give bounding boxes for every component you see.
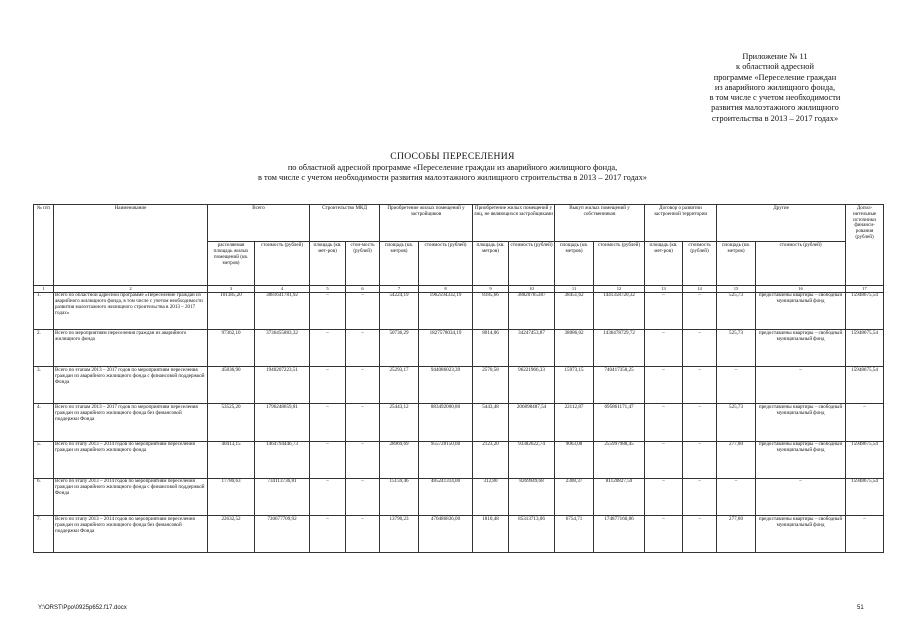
cell-c6: – (346, 292, 380, 329)
sub-cost-total: стоимость (рублей) (255, 242, 310, 286)
cell-c3: 45836,90 (208, 367, 255, 404)
cell-c4: 3881641781,92 (255, 292, 310, 329)
cell-c10: 206898487,54 (509, 404, 555, 441)
cell-c3: 17780,63 (208, 478, 255, 515)
cell-c3: 53525,20 (208, 404, 255, 441)
sub-area-buyout: площадь (кв. метров) (555, 242, 594, 286)
cell-c12: 174877160,86 (594, 516, 645, 553)
sub-cost-mkd: стои-мость (рублей) (346, 242, 380, 286)
column-index: 9 (473, 286, 509, 293)
cell-c8: 955728150,00 (419, 441, 473, 478)
row-number: 2. (34, 330, 54, 367)
cell-c4: 1464794446,73 (255, 441, 310, 478)
title-line-1: СПОСОБЫ ПЕРЕСЕЛЕНИЯ (390, 151, 515, 162)
cell-c7: 25443,12 (380, 404, 419, 441)
row-name: Всего по этапам 2013 – 2017 годов по мероприятиям переселения граждан из аварийного жилищного фонда с финансовой поддержкой Фонда (54, 367, 208, 404)
sub-area-other: площадь (кв. метров) (717, 242, 756, 286)
cell-c15: 525,73 (717, 404, 756, 441)
cell-c16: предоставлены квартиры – свободный муниципальный фонд (756, 516, 846, 553)
cell-c8: 470486836,00 (419, 516, 473, 553)
cell-c14: – (683, 478, 717, 515)
cell-c9: 2123,20 (473, 441, 509, 478)
cell-c5: – (310, 478, 346, 515)
cell-c3: 97362,10 (208, 330, 255, 367)
cell-c9: 1810,48 (473, 516, 509, 553)
table-row (34, 441, 884, 478)
column-index: 7 (380, 286, 419, 293)
cell-c3: 40413,15 (208, 441, 255, 478)
cell-c15: – (717, 367, 756, 404)
column-index: 15 (717, 286, 756, 293)
header-extra-sources: Допол-нительные источники финанси-рования (рублей) (846, 205, 884, 286)
row-name: Всего по этапу 2013 – 2014 годов по мероприятиям переселения граждан из аварийного жилищного фонда без финансовой поддержки Фонда (54, 516, 208, 553)
appendix-line: в том числе с учетом необходимости (709, 93, 841, 103)
row-number: 5. (34, 441, 54, 478)
row-name: Всего по этапу 2013 – 2014 годов по мероприятиям переселения граждан из аварийного жилищного фонда с финансовой поддержкой Фонда (54, 478, 208, 515)
cell-c14: – (683, 516, 717, 553)
cell-c8: 1962594332,19 (419, 292, 473, 329)
table-row (34, 516, 884, 553)
cell-c13: – (645, 330, 683, 367)
cell-c16: – (756, 367, 846, 404)
cell-c13: – (645, 292, 683, 329)
cell-c11: 2308,37 (555, 478, 594, 515)
column-index: 1 (34, 286, 54, 293)
cell-c16: предоставлены квартиры – свободный муниципальный фонд (756, 292, 846, 329)
header-buyout: Выкуп жилых помещений у собственников (555, 205, 645, 242)
header-other: Другие (717, 205, 846, 242)
table-body (34, 292, 884, 552)
cell-c9: 8185,66 (473, 292, 509, 329)
sub-area-nondev: площадь (кв. метров) (473, 242, 509, 286)
table-row (34, 404, 884, 441)
header-name: Наименование (54, 205, 208, 286)
column-index: 4 (255, 286, 310, 293)
cell-c7: 54224,19 (380, 292, 419, 329)
column-index: 8 (419, 286, 473, 293)
cell-c12: 1436478729,72 (594, 330, 645, 367)
row-number: 1. (34, 292, 54, 329)
cell-c7: 15159,46 (380, 478, 419, 515)
appendix-line: программе «Переселение граждан (713, 72, 837, 82)
row-number: 6. (34, 478, 54, 515)
cell-c9: 5443,48 (473, 404, 509, 441)
cell-c5: – (310, 367, 346, 404)
cell-c4: 1940207223,51 (255, 367, 310, 404)
cell-c17: 15948675,54 (846, 478, 884, 515)
cell-c4: 3736455883,32 (255, 330, 310, 367)
cell-c17: – (846, 516, 884, 553)
cell-c12: 740417358,25 (594, 367, 645, 404)
cell-c16: – (756, 478, 846, 515)
sub-area-mkd: площадь (кв. мет-ров) (310, 242, 346, 286)
cell-c13: – (645, 516, 683, 553)
cell-c10: 93382622,74 (509, 441, 555, 478)
appendix-line: Приложение № 11 (742, 52, 808, 61)
header-num: № п/п (34, 205, 54, 286)
appendix-note (640, 52, 905, 124)
cell-c16: предоставлены квартиры – свободный муниципальный фонд (756, 404, 846, 441)
cell-c8: 944086023,39 (419, 367, 473, 404)
cell-c6: – (346, 404, 380, 441)
cell-c13: – (645, 367, 683, 404)
cell-c9: 2570,58 (473, 367, 509, 404)
cell-c17: 15948675,54 (846, 367, 884, 404)
cell-c4: 734113736,81 (255, 478, 310, 515)
cell-c10: 34247453,87 (509, 330, 555, 367)
cell-c14: – (683, 330, 717, 367)
header-developers: Приобретение жилых помещений у застройщиков (380, 205, 473, 242)
cell-c10: 96221966,33 (509, 367, 555, 404)
cell-c15: 525,73 (717, 330, 756, 367)
cell-c14: – (683, 367, 717, 404)
row-number: 4. (34, 404, 54, 441)
cell-c12: 255997988,45 (594, 441, 645, 478)
cell-c10: 38820765387 (509, 292, 555, 329)
cell-c12: 1441358720,32 (594, 292, 645, 329)
column-index: 10 (509, 286, 555, 293)
column-index: 3 (208, 286, 255, 293)
cell-c7: 13790,23 (380, 516, 419, 553)
cell-c6: – (346, 330, 380, 367)
cell-c14: – (683, 441, 717, 478)
cell-c3: 22632,52 (208, 516, 255, 553)
sub-area-dev: площадь (кв. метров) (380, 242, 419, 286)
cell-c15: – (717, 478, 756, 515)
column-index: 16 (756, 286, 846, 293)
column-index: 11 (555, 286, 594, 293)
header-contract: Договор о развитии застроенной территории (645, 205, 717, 242)
cell-c14: – (683, 292, 717, 329)
cell-c6: – (346, 516, 380, 553)
row-name: Всего по областной адресной программе «Переселение граждан из аварийного жилищного фонда, в том числе с учетом необходимости развития малоэтажного жилищного строительства в 2013 – 2017 годах» (54, 292, 208, 329)
cell-c10: 8269949,68 (509, 478, 555, 515)
cell-c12: 81120827,59 (594, 478, 645, 515)
row-number: 3. (34, 367, 54, 404)
cell-c6: – (346, 441, 380, 478)
cell-c9: 312,80 (473, 478, 509, 515)
header-mkd: Строительство МКД (310, 205, 380, 242)
cell-c5: – (310, 516, 346, 553)
header-non-developers: Приобретение жилых помещений у лиц, не являющихся застройщиками (473, 205, 555, 242)
sub-area-contract: площадь (кв. мет-ров) (645, 242, 683, 286)
cell-c5: – (310, 441, 346, 478)
sub-cost-other: стоимость (рублей) (756, 242, 846, 286)
resettlement-table (33, 204, 884, 553)
cell-c5: – (310, 292, 346, 329)
appendix-line: из аварийного жилищного фонда, (714, 82, 836, 92)
cell-c5: – (310, 404, 346, 441)
sub-cost-contract: стоимость (рублей) (683, 242, 717, 286)
cell-c17: – (846, 404, 884, 441)
cell-c15: 525,73 (717, 292, 756, 329)
cell-c12: 695861171,47 (594, 404, 645, 441)
column-index: 17 (846, 286, 884, 293)
title-line-3: в том числе с учетом необходимости развития малоэтажного жилищного строительства в 2013 – 2017 годах» (258, 173, 647, 182)
cell-c15: 277,80 (717, 516, 756, 553)
cell-c9: 8014,06 (473, 330, 509, 367)
column-index: 5 (310, 286, 346, 293)
cell-c4: 1796248659,81 (255, 404, 310, 441)
cell-c16: предоставлены квартиры – свободный муниципальный фонд (756, 441, 846, 478)
appendix-line: строительства в 2013 – 2017 годах» (711, 113, 839, 123)
column-index: 12 (594, 286, 645, 293)
cell-c8: 1827578034,19 (419, 330, 473, 367)
row-name: Всего по этапу 2013 – 2014 годов по мероприятиям переселения граждан из аварийного жилищного фонда (54, 441, 208, 478)
cell-c8: 485241314,00 (419, 478, 473, 515)
cell-c11: 9063,08 (555, 441, 594, 478)
cell-c11: 22112,87 (555, 404, 594, 441)
cell-c13: – (645, 404, 683, 441)
appendix-line: развития малоэтажного жилищного (711, 103, 839, 113)
cell-c5: – (310, 330, 346, 367)
cell-c11: 38451,62 (555, 292, 594, 329)
table-row (34, 330, 884, 367)
title-line-2: по областной адресной программе «Переселение граждан из аварийного жилищного фонда, (287, 162, 618, 172)
sub-cost-nondev: стоимость (рублей) (509, 242, 555, 286)
column-index: 13 (645, 286, 683, 293)
cell-c15: 277,80 (717, 441, 756, 478)
table-row (34, 478, 884, 515)
table-row (34, 367, 884, 404)
cell-c7: 50736,29 (380, 330, 419, 367)
row-number: 7. (34, 516, 54, 553)
cell-c17: 15948675,54 (846, 292, 884, 329)
sub-cost-buyout: стоимость (рублей) (594, 242, 645, 286)
file-path: Y:\ORST\Ppo\0925p652.f17.docx (38, 605, 127, 611)
cell-c13: – (645, 478, 683, 515)
cell-c6: – (346, 478, 380, 515)
cell-c3: 101385,20 (208, 292, 255, 329)
document-title (0, 152, 905, 184)
appendix-line: к областной адресной (736, 62, 814, 72)
cell-c11: 15973,15 (555, 367, 594, 404)
column-index: 6 (346, 286, 380, 293)
header-total: Всего (208, 205, 310, 242)
cell-c10: 85313713,06 (509, 516, 555, 553)
column-index: 2 (54, 286, 208, 293)
row-name: Всего по мероприятиям переселения граждан из аварийного жилищного фонда (54, 330, 208, 367)
sub-area-total: расселяемая площадь жилых помещений (кв. метров) (208, 242, 255, 286)
column-index: 14 (683, 286, 717, 293)
cell-c11: 38086,02 (555, 330, 594, 367)
table-row (34, 292, 884, 329)
cell-c13: – (645, 441, 683, 478)
page-number: 51 (857, 605, 864, 611)
cell-c17: 15948675,54 (846, 441, 884, 478)
sub-cost-dev: стоимость (рублей) (419, 242, 473, 286)
cell-c6: – (346, 367, 380, 404)
cell-c16: предоставлены квартиры – свободный муниципальный фонд (756, 330, 846, 367)
cell-c8: 883492000,80 (419, 404, 473, 441)
cell-c4: 730677709,92 (255, 516, 310, 553)
cell-c7: 25293,17 (380, 367, 419, 404)
cell-c7: 28969,69 (380, 441, 419, 478)
cell-c14: – (683, 404, 717, 441)
row-name: Всего по этапам 2013 – 2017 годов по мероприятиям переселения граждан из аварийного жилищного фонда без финансовой поддержки Фонда (54, 404, 208, 441)
cell-c17: 15948675,54 (846, 330, 884, 367)
cell-c11: 6754,71 (555, 516, 594, 553)
